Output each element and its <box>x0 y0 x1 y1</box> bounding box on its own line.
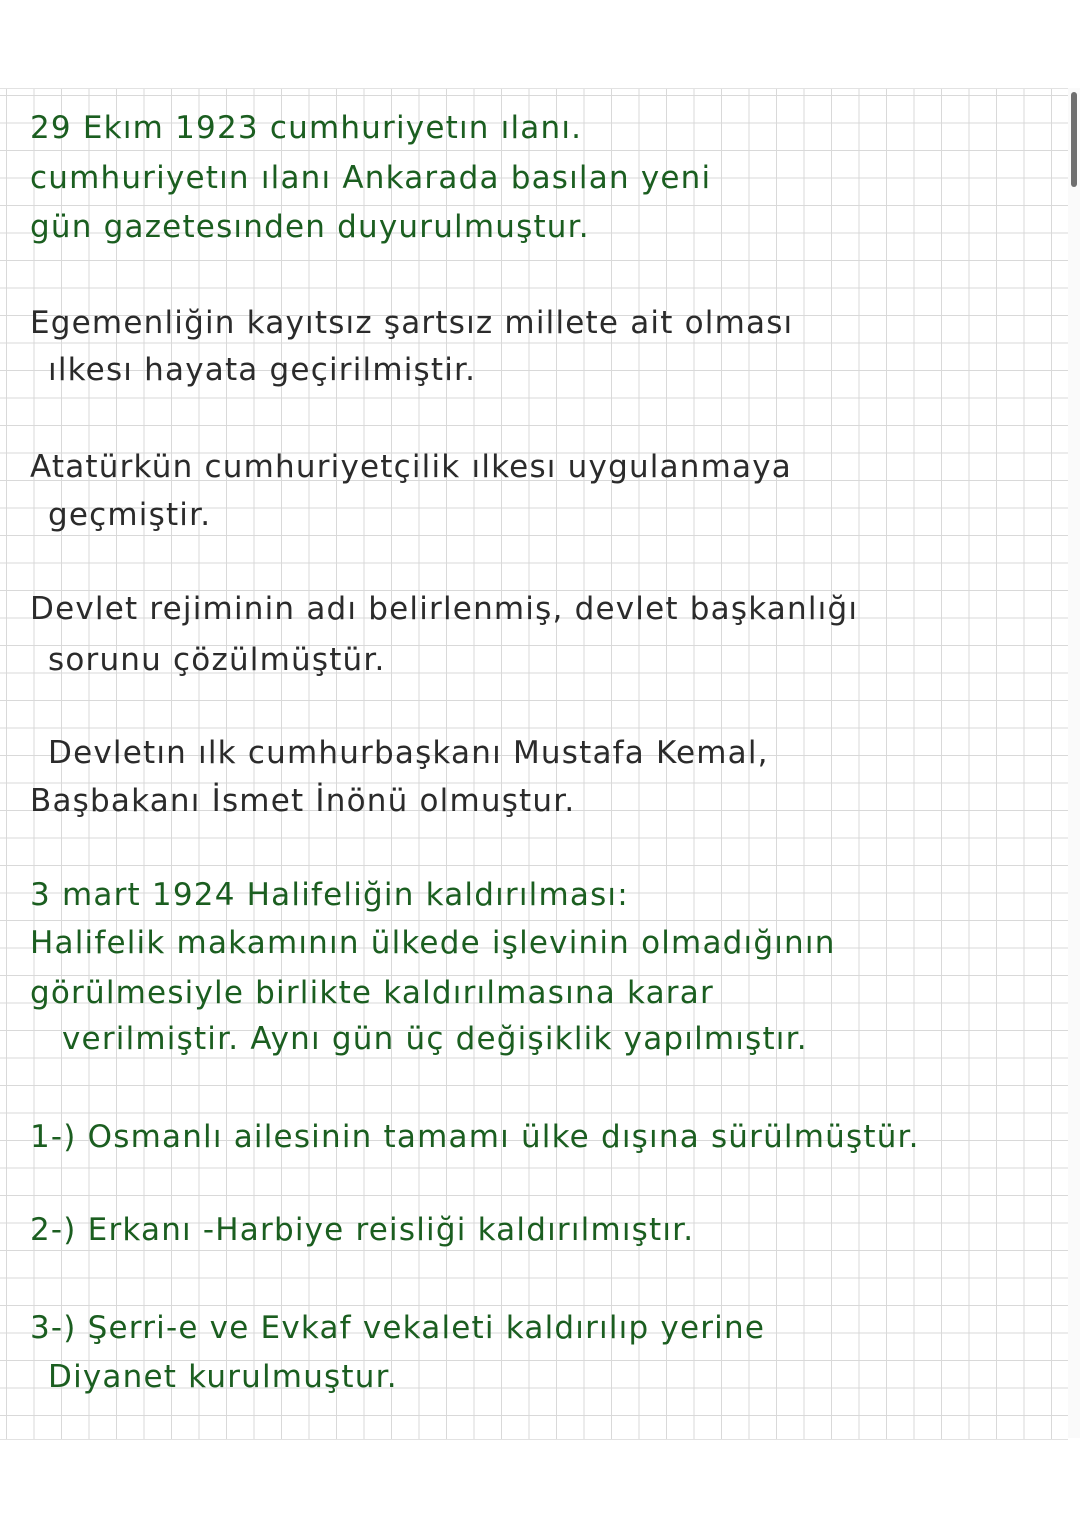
numbered-item-1: 1-) Osmanlı ailesinin tamamı ülke dışına sürülmüştür. <box>30 1119 920 1155</box>
note-line: Egemenliğin kayıtsız şartsız millete ait olması <box>30 305 794 341</box>
note-line: Atatürkün cumhuriyetçilik ılkesı uygulanmaya <box>30 449 792 485</box>
note-line: cumhuriyetın ılanı Ankarada basılan yeni <box>30 160 712 196</box>
note-line: geçmiştir. <box>48 497 212 533</box>
scrollbar-track[interactable] <box>1068 88 1080 1438</box>
note-line: gün gazetesınden duyurulmuştur. <box>30 209 590 245</box>
note-line: Başbakanı İsmet İnönü olmuştur. <box>30 783 576 819</box>
note-line: Halifelik makamının ülkede işlevinin olmadığının <box>30 925 836 961</box>
section-heading-cumhuriyet: 29 Ekım 1923 cumhuriyetın ılanı. <box>30 110 583 146</box>
note-line: Diyanet kurulmuştur. <box>48 1359 398 1395</box>
numbered-item-3: 3-) Şerri-e ve Evkaf vekaleti kaldırılıp yerine <box>30 1310 766 1346</box>
note-line: görülmesiyle birlikte kaldırılmasına karar <box>30 975 714 1011</box>
note-line: ılkesı hayata geçirilmiştir. <box>48 352 477 388</box>
numbered-item-2: 2-) Erkanı -Harbiye reisliği kaldırılmıştır. <box>30 1212 695 1248</box>
note-line: Devletın ılk cumhurbaşkanı Mustafa Kemal, <box>48 735 769 771</box>
note-line: Devlet rejiminin adı belirlenmiş, devlet başkanlığı <box>30 591 859 627</box>
note-line: sorunu çözülmüştür. <box>48 642 386 678</box>
note-line: verilmiştir. Aynı gün üç değişiklik yapılmıştır. <box>62 1021 808 1057</box>
section-heading-halifelik: 3 mart 1924 Halifeliğin kaldırılması: <box>30 877 629 913</box>
scrollbar-thumb[interactable] <box>1071 92 1077 187</box>
